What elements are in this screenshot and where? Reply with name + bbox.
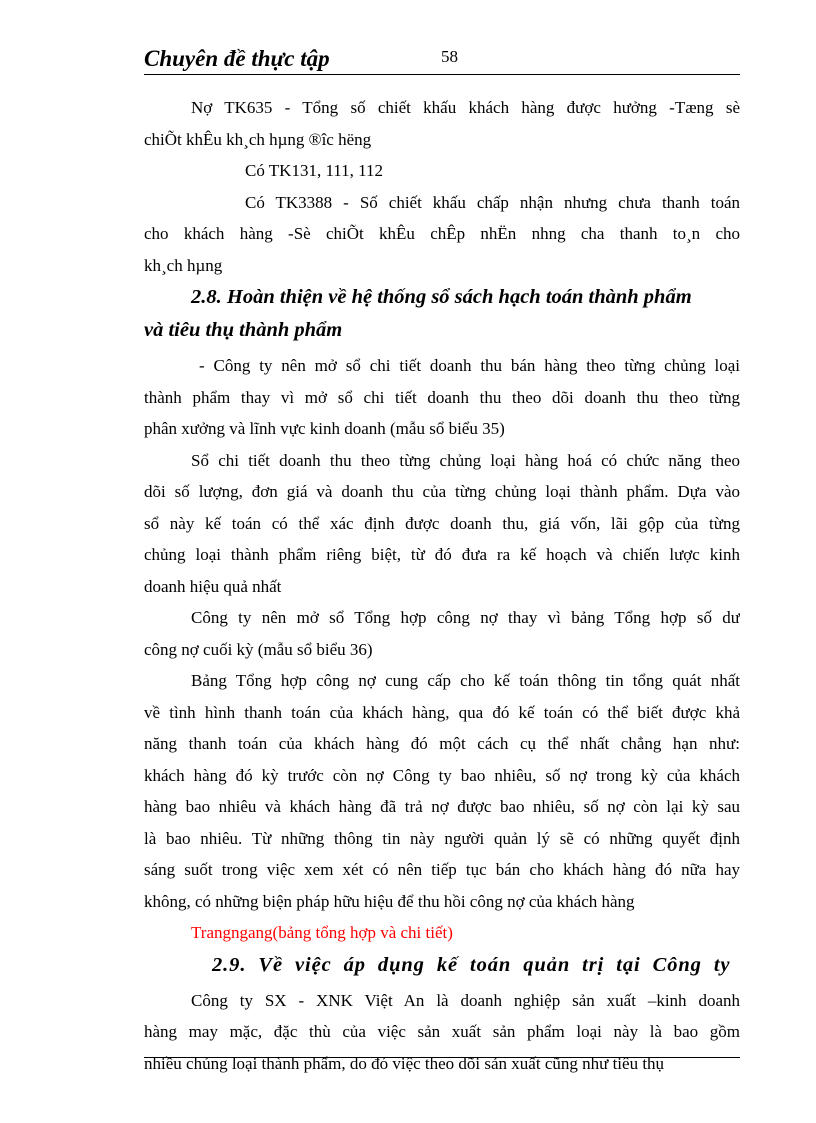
text-line: Công ty SX - XNK Việt An là doanh nghiệp sản xuất –kinh doanh (191, 990, 740, 1010)
section-heading-2-9: 2.9. Về việc áp dụng kế toán quản trị tại Công ty (212, 953, 731, 976)
section-heading-2-8-cont: và tiêu thụ thành phẩm (144, 319, 343, 341)
header-rule (144, 74, 740, 75)
text-line: là bao nhiêu. Từ những thông tin này người quản lý sẽ có những quyết định (144, 828, 740, 848)
text-line: Có TK131, 111, 112 (245, 161, 384, 180)
text-line: Nợ TK635 - Tổng số chiết khấu khách hàng được hưởng -Tæng sè (191, 98, 740, 117)
text-line: phân xưởng và lĩnh vực kinh doanh (mẫu sổ biểu 35) (144, 419, 505, 438)
text-line: sáng suốt trong việc xem xét có nên tiếp tục bán cho khách hàng đó nữa hay (144, 860, 740, 879)
text-line: chiÕt khÊu kh¸ch hµng ®îc hëng (144, 129, 372, 149)
footer-rule (144, 1057, 740, 1058)
text-line: - Công ty nên mở sổ chi tiết doanh thu bán hàng theo từng chủng loại (199, 356, 740, 375)
text-line: kh¸ch hµng (144, 255, 223, 275)
text-line: nhiều chủng loại thành phẩm, do đó việc theo dõi sản xuất cũng như tiêu thụ (144, 1053, 665, 1073)
text-line: dõi số lượng, đơn giá và doanh thu của từng chủng loại thành phẩm. Dựa vào (144, 482, 740, 501)
document-body (144, 92, 740, 1079)
text-line: doanh hiệu quả nhất (144, 576, 282, 596)
text-line: về tình hình thanh toán của khách hàng, qua đó kế toán có thể biết được khả (144, 702, 740, 722)
text-line: cho khách hàng -Sè chiÕt khÊu chÊp nhËn nhng cha thanh to¸n cho (144, 224, 740, 243)
text-line: Có TK3388 - Số chiết khấu chấp nhận nhưng chưa thanh toán (245, 192, 740, 212)
text-line: thành phẩm thay vì mở sổ chi tiết doanh thu theo dõi doanh thu theo từng (144, 387, 740, 407)
text-line: Sổ chi tiết doanh thu theo từng chủng loại hàng hoá có chức năng theo (191, 450, 740, 470)
header-title: Chuyên đề thực tập (144, 46, 330, 71)
text-line: không, có những biện pháp hữu hiệu để thu hồi công nợ của khách hàng (144, 891, 635, 911)
page-number: 58 (441, 47, 458, 66)
text-line: hàng bao nhiêu và khách hàng đã trả nợ được bao nhiêu, số nợ còn lại kỳ sau (144, 797, 740, 816)
text-line: Công ty nên mở sổ Tổng hợp công nợ thay vì bảng Tổng hợp số dư (191, 608, 740, 627)
text-line: năng thanh toán của khách hàng đó một cách cụ thể nhất chẳng hạn như: (144, 734, 740, 753)
red-note: Trangngang(bảng tổng hợp và chi tiết) (191, 923, 453, 942)
text-line: công nợ cuối kỳ (mẫu sổ biểu 36) (144, 639, 373, 659)
text-line: Bảng Tổng hợp công nợ cung cấp cho kế toán thông tin tổng quát nhất (191, 671, 740, 690)
text-line: khách hàng đó kỳ trước còn nợ Công ty bao nhiêu, số nợ trong kỳ của khách (144, 765, 740, 785)
section-heading-2-8: 2.8. Hoàn thiện về hệ thống sổ sách hạch toán thành phẩm (191, 286, 692, 308)
text-line: chủng loại thành phẩm riêng biệt, từ đó đưa ra kế hoạch và chiến lược kinh (144, 545, 740, 564)
text-line: sổ này kế toán có thể xác định được doanh thu, giá vốn, lãi gộp của từng (144, 513, 740, 533)
text-line: hàng may mặc, đặc thù của việc sản xuất sản phẩm loại này là bao gồm (144, 1022, 740, 1041)
